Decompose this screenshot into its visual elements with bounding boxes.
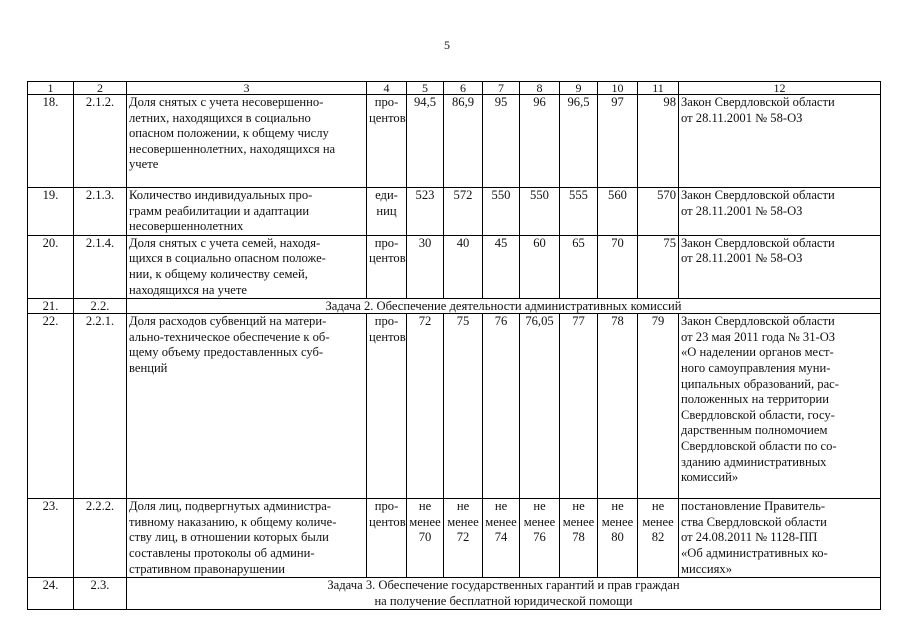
item-code: 2.2.2. (74, 499, 127, 578)
value-col7: 45 (483, 235, 520, 298)
indicator-name: Доля расходов субвенций на матери- ально-техническое обеспечение к об- щему объему предоставленных суб- венций (127, 314, 367, 499)
row-number: 24. (28, 578, 74, 610)
header-cell: 10 (598, 82, 638, 95)
task-row (28, 578, 881, 610)
table-row (28, 235, 881, 298)
value-col5: 72 (407, 314, 444, 499)
page-number: 5 (444, 38, 450, 52)
row-number: 21. (28, 299, 74, 314)
row-number: 22. (28, 314, 74, 499)
value-col6: 572 (444, 188, 483, 236)
value-col6: 86,9 (444, 95, 483, 188)
value-col11: 98 (638, 95, 679, 188)
value-col11: 79 (638, 314, 679, 499)
value-col10: 70 (598, 235, 638, 298)
value-col7: 95 (483, 95, 520, 188)
value-col9: 555 (560, 188, 598, 236)
value-col8: 96 (520, 95, 560, 188)
header-cell: 5 (407, 82, 444, 95)
value-col6: 40 (444, 235, 483, 298)
header-cell: 7 (483, 82, 520, 95)
value-col7: 76 (483, 314, 520, 499)
table-row (28, 188, 881, 236)
item-code: 2.2.1. (74, 314, 127, 499)
legal-source: Закон Свердловской области от 23 мая 2011 года № 31-ОЗ «О наделении органов мест- ного самоуправления муни- ципальных образований, рас- положенных на территории Свердловской области, госу- дарственным полномочием Свердловской области по со- зданию административных комиссий» (679, 314, 881, 499)
unit: про- центов (367, 235, 407, 298)
header-cell: 4 (367, 82, 407, 95)
value-col10: не менее 80 (598, 499, 638, 578)
task-title: Задача 3. Обеспечение государственных гарантий и прав граждан на получение бесплатной юридической помощи (127, 578, 881, 610)
value-col5: 523 (407, 188, 444, 236)
header-cell: 12 (679, 82, 881, 95)
value-col8: 76,05 (520, 314, 560, 499)
value-col11: не менее 82 (638, 499, 679, 578)
table-row (28, 95, 881, 188)
row-number: 20. (28, 235, 74, 298)
legal-source: Закон Свердловской области от 28.11.2001 № 58-ОЗ (679, 188, 881, 236)
value-col9: 77 (560, 314, 598, 499)
table-row (28, 499, 881, 578)
value-col8: 550 (520, 188, 560, 236)
value-col7: не менее 74 (483, 499, 520, 578)
unit: про- центов (367, 499, 407, 578)
indicator-name: Доля снятых с учета семей, находя- щихся в социально опасном положе- нии, к общему количеству семей, находящихся на учете (127, 235, 367, 298)
value-col9: 65 (560, 235, 598, 298)
value-col10: 560 (598, 188, 638, 236)
unit: про- центов (367, 314, 407, 499)
value-col6: не менее 72 (444, 499, 483, 578)
indicator-name: Количество индивидуальных про- грамм реабилитации и адаптации несовершеннолетних (127, 188, 367, 236)
value-col10: 97 (598, 95, 638, 188)
value-col5: 30 (407, 235, 444, 298)
table-row (28, 314, 881, 499)
value-col5: 94,5 (407, 95, 444, 188)
value-col9: не менее 78 (560, 499, 598, 578)
value-col7: 550 (483, 188, 520, 236)
value-col8: не менее 76 (520, 499, 560, 578)
task-title: Задача 2. Обеспечение деятельности административных комиссий (127, 299, 881, 314)
row-number: 23. (28, 499, 74, 578)
indicator-name: Доля лиц, подвергнутых администра- тивному наказанию, к общему количе- ству лиц, в отношении которых были составлены протоколы об админи- стративном правонарушении (127, 499, 367, 578)
value-col5: не менее 70 (407, 499, 444, 578)
indicators-table (27, 81, 881, 610)
value-col11: 570 (638, 188, 679, 236)
task-row (28, 299, 881, 314)
item-code: 2.1.4. (74, 235, 127, 298)
header-cell: 1 (28, 82, 74, 95)
item-code: 2.2. (74, 299, 127, 314)
value-col11: 75 (638, 235, 679, 298)
header-cell: 2 (74, 82, 127, 95)
header-cell: 6 (444, 82, 483, 95)
header-cell: 9 (560, 82, 598, 95)
value-col8: 60 (520, 235, 560, 298)
unit: еди- ниц (367, 188, 407, 236)
legal-source: Закон Свердловской области от 28.11.2001 № 58-ОЗ (679, 95, 881, 188)
item-code: 2.1.3. (74, 188, 127, 236)
unit: про- центов (367, 95, 407, 188)
header-cell: 3 (127, 82, 367, 95)
value-col9: 96,5 (560, 95, 598, 188)
item-code: 2.1.2. (74, 95, 127, 188)
value-col10: 78 (598, 314, 638, 499)
column-number-header-row (28, 82, 881, 95)
item-code: 2.3. (74, 578, 127, 610)
header-cell: 11 (638, 82, 679, 95)
row-number: 19. (28, 188, 74, 236)
row-number: 18. (28, 95, 74, 188)
indicator-name: Доля снятых с учета несовершенно- летних, находящихся в социально опасном положении, к общему числу несовершеннолетних, находящихся на учете (127, 95, 367, 188)
legal-source: Закон Свердловской области от 28.11.2001 № 58-ОЗ (679, 235, 881, 298)
header-cell: 8 (520, 82, 560, 95)
legal-source: постановление Правитель- ства Свердловской области от 24.08.2011 № 1128-ПП «Об административных ко- миссиях» (679, 499, 881, 578)
value-col6: 75 (444, 314, 483, 499)
